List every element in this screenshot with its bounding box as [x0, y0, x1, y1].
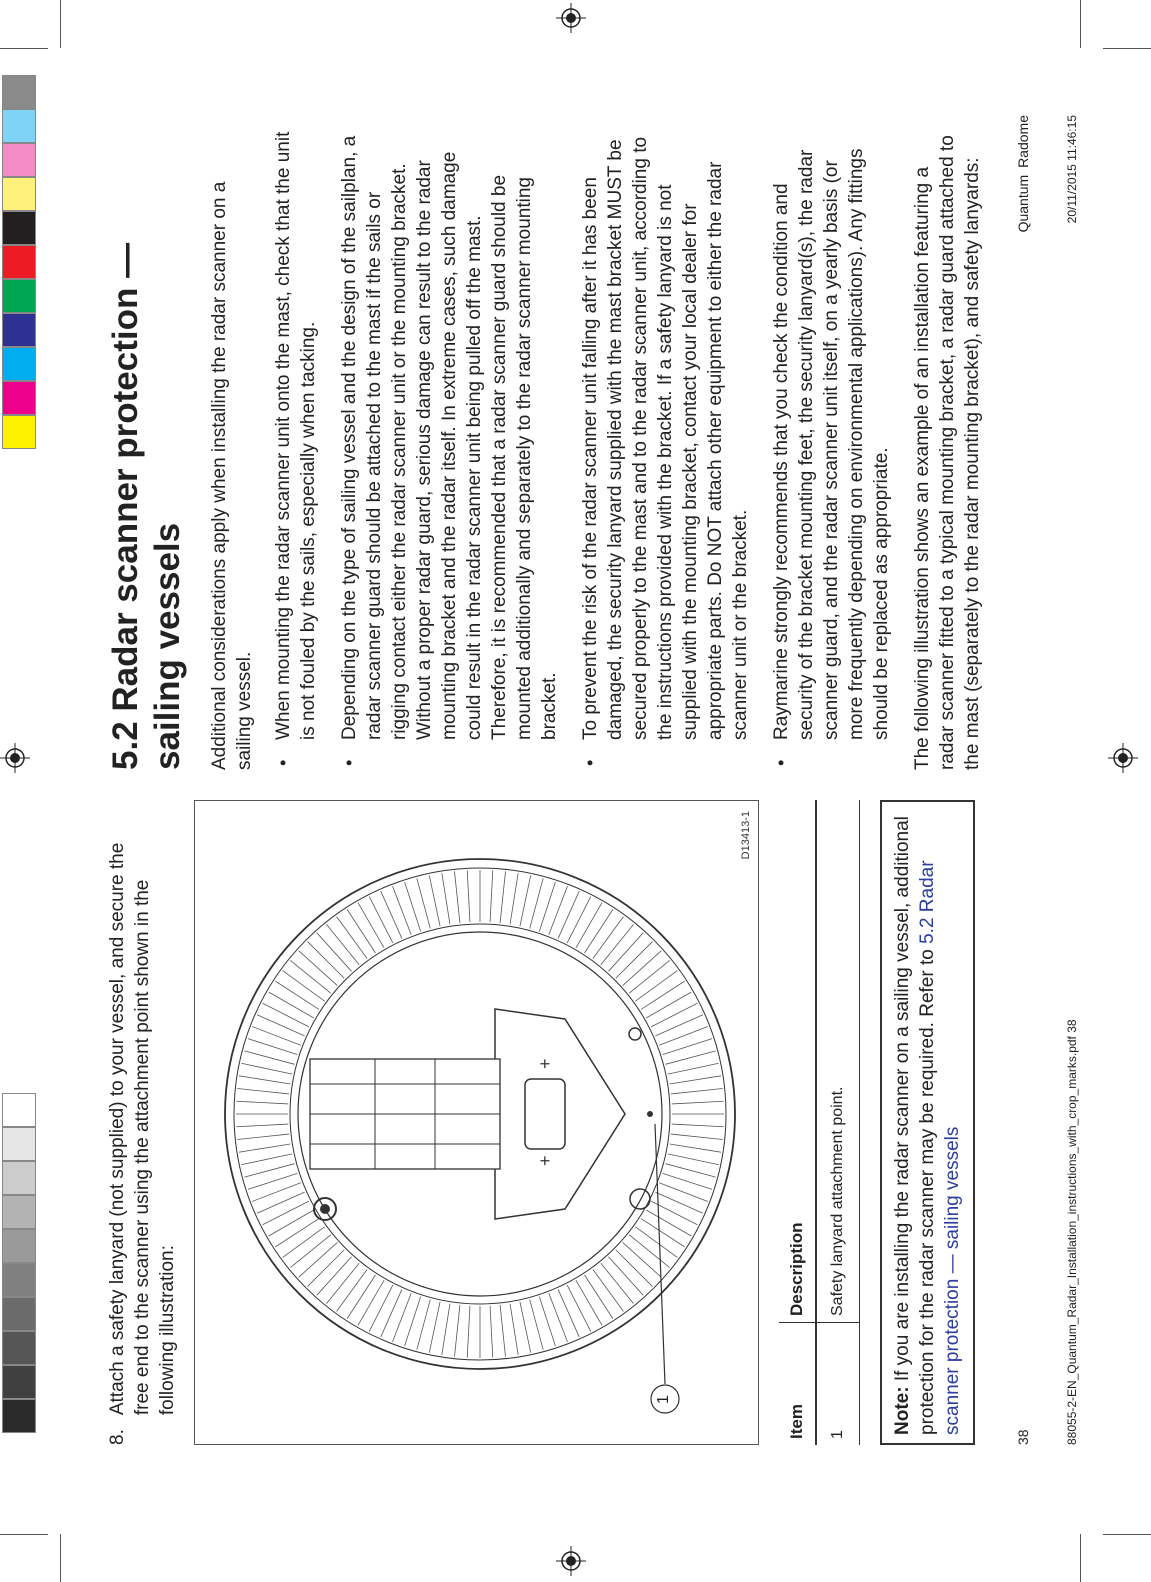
color-swatch [2, 109, 36, 143]
table-cell-item: 1 [816, 1323, 860, 1446]
list-item: • Depending on the type of sailing vessel and the design of the sailplan, a radar scanner guard should be attached to the mast if the sails or rigging contact either the radar scanner unit or the mounting bracket. Without a proper radar guard, serious damage can result to the radar mounting bracket and the radar itself. In extreme cases, such damage could result in the radar scanner unit being pulled off the mast. Therefore, it is recommended that a radar scanner guard should be mounted additionally and separately to the radar scanner mounting bracket. [337, 130, 562, 770]
section-link[interactable]: 5.2 Radar scanner protection — sailing vessels [917, 860, 963, 1435]
crop-mark [1080, 0, 1081, 48]
gray-scale-bar [2, 1093, 36, 1433]
table-header-item: Item [779, 1323, 816, 1446]
svg-text:+: + [535, 1155, 555, 1166]
step-number: 8. [107, 1429, 128, 1445]
radome-base-drawing [195, 802, 757, 1444]
color-swatch [2, 1093, 36, 1127]
list-item: • When mounting the radar scanner unit onto the mast, check that the unit is not fouled by the sails, especially when tacking. [271, 130, 321, 770]
page [80, 75, 1080, 1515]
color-swatch [2, 143, 36, 177]
considerations-list [271, 130, 894, 770]
product-name: Quantum Radome [1015, 115, 1031, 233]
registration-mark-icon [1108, 743, 1138, 773]
figure-code: D13413-1 [740, 811, 752, 860]
crop-mark [0, 1534, 48, 1535]
color-swatch [2, 381, 36, 415]
crop-mark [1103, 48, 1151, 49]
items-table [779, 800, 860, 1445]
color-swatch [2, 177, 36, 211]
radar-scanner-illustration [194, 800, 759, 1445]
step-text: Attach a safety lanyard (not supplied) to your vessel, and secure the free end to the scanner using the attachment point shown in the following illustration: [107, 842, 178, 1416]
list-item: • To prevent the risk of the radar scanner unit falling after it has been damaged, the security lanyard supplied with the mast bracket MUST be secured properly to the mast and to the radar scanner unit, according to the instructions provided with the bracket. If a safety lanyard is not supplied with the mounting bracket, contact your local dealer for appropriate parts. Do NOT attach other equipment to either the radar scanner unit or the bracket. [578, 130, 753, 770]
table-row [816, 800, 860, 1445]
note-text: If you are installing the radar scanner on a sailing vessel, additional protection for the radar scanner may be required. Refer to [892, 816, 938, 1435]
color-swatch [2, 1297, 36, 1331]
list-item: • Raymarine strongly recommends that you check the condition and security of the bracket mounting feet, the security lanyard(s), the radar scanner guard, and the radar scanner unit itself, on a yearly basis (or more frequently depending on environmental applications). Any fittings should be replaced as appropriate. [769, 130, 894, 770]
color-swatch [2, 1399, 36, 1433]
registration-mark-icon [556, 3, 586, 33]
color-swatch [2, 1263, 36, 1297]
color-swatch [2, 1127, 36, 1161]
step-8 [105, 805, 180, 1445]
color-swatch [2, 313, 36, 347]
color-swatch [2, 415, 36, 449]
crop-mark [60, 0, 61, 48]
color-swatch [2, 347, 36, 381]
color-swatch [2, 1365, 36, 1399]
note-label: Note: [892, 1386, 913, 1435]
registration-mark-icon [556, 1546, 586, 1576]
note-box [880, 800, 975, 1445]
registration-mark-icon [0, 743, 30, 773]
figure-callout-1: 1 [655, 1395, 672, 1404]
color-bar [2, 75, 36, 449]
color-swatch [2, 1195, 36, 1229]
print-slug-date: 20/11/2015 11:46:15 [1065, 115, 1079, 224]
crop-mark [1103, 1534, 1151, 1535]
table-cell-description: Safety lanyard attachment point. [816, 800, 860, 1323]
color-swatch [2, 1331, 36, 1365]
table-header-description: Description [779, 800, 816, 1323]
color-swatch [2, 1161, 36, 1195]
right-column [105, 130, 985, 770]
color-swatch [2, 1229, 36, 1263]
color-swatch [2, 75, 36, 109]
print-slug-file: 88055-2-EN_Quantum_Radar_Installation_instructions_with_crop_marks.pdf 38 [1065, 1019, 1079, 1445]
left-column [105, 805, 975, 1445]
crop-mark [1080, 1534, 1081, 1582]
color-swatch [2, 211, 36, 245]
section-title: 5.2 Radar scanner protection — sailing vessels [106, 242, 187, 770]
svg-text:+: + [535, 1058, 555, 1069]
crop-mark [60, 1534, 61, 1582]
closing-paragraph: The following illustration shows an example of an installation featuring a radar scanner fitted to a typical mounting bracket, a radar guard attached to the mast (separately to the radar mounting bracket), and safety lanyards: [912, 135, 983, 770]
crop-mark [0, 48, 48, 49]
page-number: 38 [1015, 1429, 1031, 1445]
intro-paragraph: Additional considerations apply when installing the radar scanner on a sailing vessel. [209, 181, 255, 770]
color-swatch [2, 245, 36, 279]
color-swatch [2, 279, 36, 313]
